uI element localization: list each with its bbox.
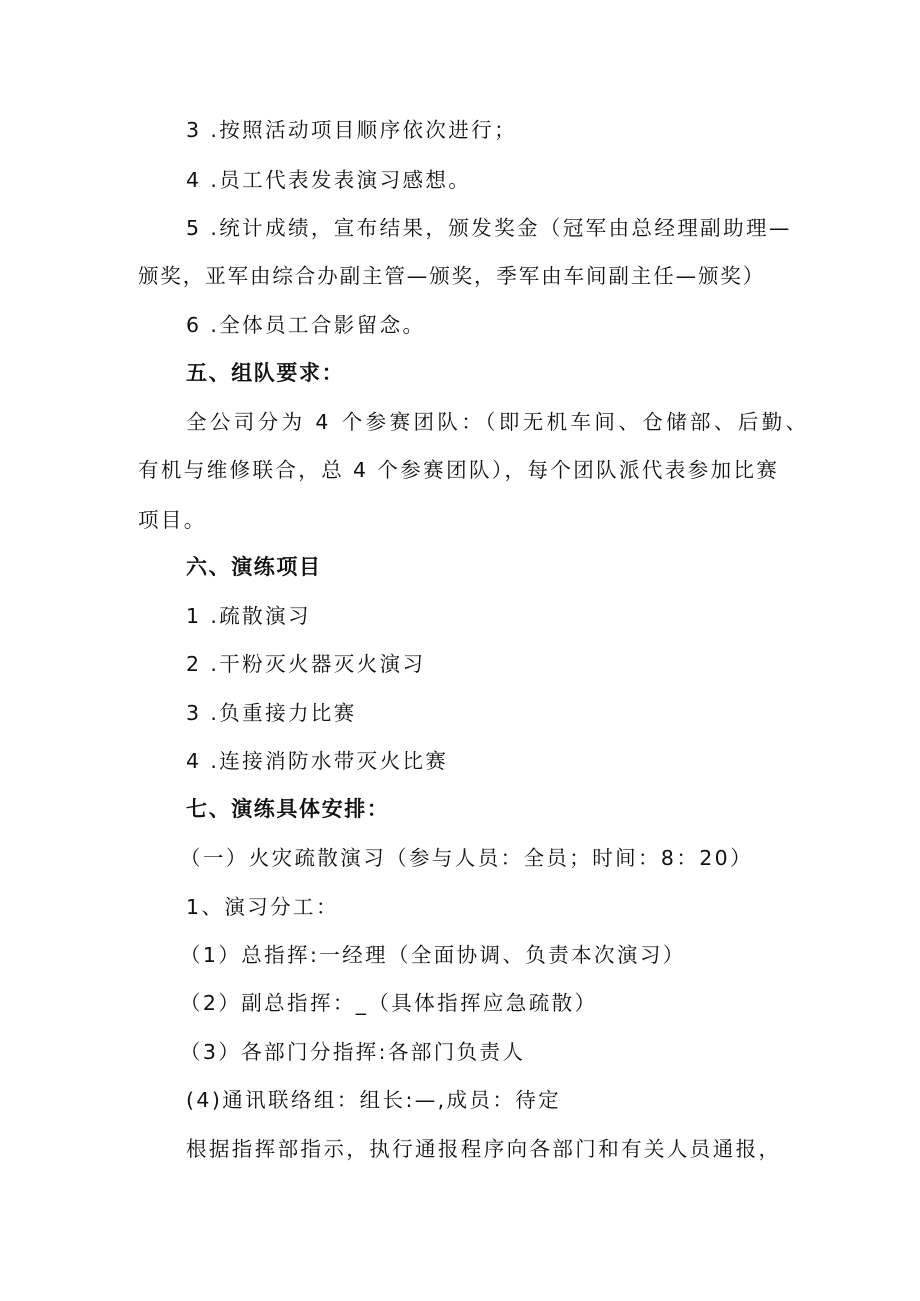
list-item-6-group-photo: 6 .全体员工合影留念。	[186, 313, 426, 337]
role-commander-in-chief: （1）总指挥:一经理（全面协调、负责本次演习）	[180, 943, 686, 967]
team-requirements-paragraph-line-3: 项目。	[138, 508, 207, 532]
section-heading-drill-arrangement: 七、演练具体安排：	[186, 797, 390, 821]
section-heading-drill-items: 六、演练项目	[186, 555, 322, 579]
list-item-5-awards: 5 .统计成绩，宣布结果，颁发奖金（冠军由总经理副助理—	[186, 216, 792, 240]
drill-item-relay: 3 .负重接力比赛	[186, 701, 357, 725]
drill-item-fire-hose: 4 .连接消防水带灭火比赛	[186, 749, 449, 773]
team-requirements-paragraph-line-1: 全公司分为 4 个参赛团队：（即无机车间、仓储部、后勤、	[186, 410, 810, 434]
list-item-5-awards-continued: 颁奖，亚军由综合办副主管—颁奖，季军由车间副主任—颁奖）	[138, 264, 766, 288]
subsection-drill-division: 1、演习分工：	[186, 895, 339, 919]
role-department-commanders: （3）各部门分指挥:各部门负责人	[180, 1040, 526, 1064]
communication-procedure-line: 根据指挥部指示，执行通报程序向各部门和有关人员通报，	[186, 1137, 782, 1161]
role-deputy-commander: （2）副总指挥：_（具体指挥应急疏散）	[180, 991, 598, 1015]
list-item-3-sequence: 3 .按照活动项目顺序依次进行；	[186, 118, 517, 142]
drill-item-extinguisher: 2 .干粉灭火器灭火演习	[186, 652, 426, 676]
subsection-fire-evacuation: （一）火灾疏散演习（参与人员：全员；时间：8：20）	[180, 846, 754, 870]
role-communication-group: (4)通讯联络组：组长:—,成员：待定	[186, 1088, 562, 1112]
list-item-4-feedback: 4 .员工代表发表演习感想。	[186, 168, 472, 192]
drill-item-evacuation: 1 .疏散演习	[186, 604, 311, 628]
team-requirements-paragraph-line-2: 有机与维修联合，总 4 个参赛团队），每个团队派代表参加比赛	[138, 458, 780, 482]
section-heading-team-requirements: 五、组队要求：	[186, 361, 345, 385]
